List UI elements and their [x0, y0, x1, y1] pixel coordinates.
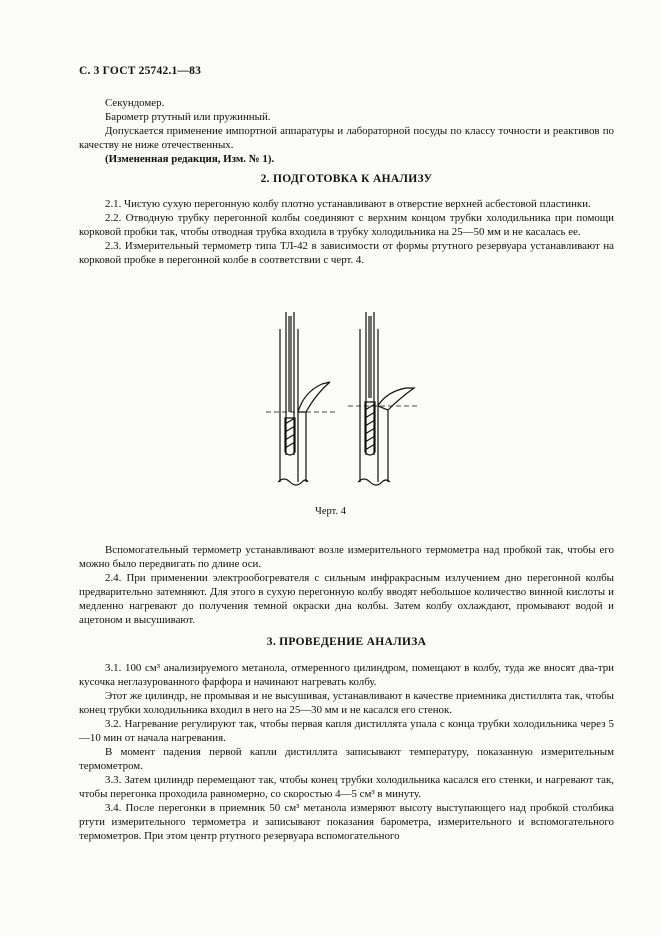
- paragraph-3-2: 3.2. Нагревание регулируют так, чтобы первая капля дистиллята упала с конца трубки холодильника через 5—10 мин от начала нагревания.: [79, 718, 614, 744]
- paragraph-3-3: 3.3. Затем цилиндр перемещают так, чтобы конец трубки холодильника касался его стенки, и нагревают так, чтобы перегонка проходила равномерно, со скоростью 4—5 см³ в минуту.: [79, 774, 614, 800]
- section-2-title: 2. ПОДГОТОВКА К АНАЛИЗУ: [260, 173, 433, 185]
- section-2-body-continued: [79, 543, 614, 627]
- paragraph-3-4: 3.4. После перегонки в приемник 50 см³ метанола измеряют высоту выступающего над пробкой столбика ртути измерительного термометра и записывают показания барометра, измерительного и вспомогательного термометров. При этом центр ртутного резервуара вспомогательного: [79, 802, 614, 842]
- paragraph-aux-thermometer: Вспомогательный термометр устанавливают возле измерительного термометра над пробкой так, чтобы его можно было передвигать по длине оси.: [79, 544, 614, 570]
- section-3-body: [79, 661, 614, 843]
- paragraph-3-2-cont: В момент падения первой капли дистиллята записывают температуру, показанную измерительным термометром.: [79, 746, 614, 772]
- paragraph-2-3: 2.3. Измерительный термометр типа ТЛ-42 в зависимости от формы ртутного резервуара устанавливают на корковой пробке в перегонной колбе в соответствии с черт. 4.: [79, 240, 614, 266]
- revision-note: (Измененная редакция, Изм. № 1).: [105, 153, 275, 165]
- paragraph-3-1: 3.1. 100 см³ анализируемого метанола, отмеренного цилиндром, помещают в колбу, туда же вносят два-три кусочка неглазурованного фарфора и начинают нагревать колбу.: [79, 662, 614, 688]
- paragraph-3-1-cont: Этот же цилиндр, не промывая и не высушивая, устанавливают в качестве приемника дистиллята так, чтобы конец трубки холодильника входил в него на 25—30 мм и не касался его стенок.: [79, 690, 614, 716]
- paragraph-2-4: 2.4. При применении электрообогревателя с сильным инфракрасным излучением дно перегонной колбы предварительно затемняют. Для этого в сухую перегонную колбу вводят небольшое количество винной кислоты и медленно нагревают до получения темной окраски дна колбы. Затем колбу охлаждают, промывают водой и ацетоном и высушивают.: [79, 572, 614, 626]
- equipment-item: Секундомер.: [105, 97, 165, 109]
- equipment-item: Барометр ртутный или пружинный.: [105, 111, 271, 123]
- section-3-title: 3. ПРОВЕДЕНИЕ АНАЛИЗА: [266, 636, 427, 648]
- paragraph-2-1: 2.1. Чистую сухую перегонную колбу плотно устанавливают в отверстие верхней асбестовой пластинки.: [105, 198, 591, 210]
- figure-caption: Черт. 4: [315, 506, 346, 517]
- paragraph-2-2: 2.2. Отводную трубку перегонной колбы соединяют с верхним концом трубки холодильника при помощи корковой пробки так, чтобы отводная трубка входила в трубку холодильника на 25—50 мм и не касалась ее.: [79, 212, 614, 238]
- page-header: С. 3 ГОСТ 25742.1—83: [79, 65, 202, 77]
- equipment-note: Допускается применение импортной аппаратуры и лабораторной посуды по классу точности и реактивов по качеству не ниже отечественных.: [79, 125, 614, 151]
